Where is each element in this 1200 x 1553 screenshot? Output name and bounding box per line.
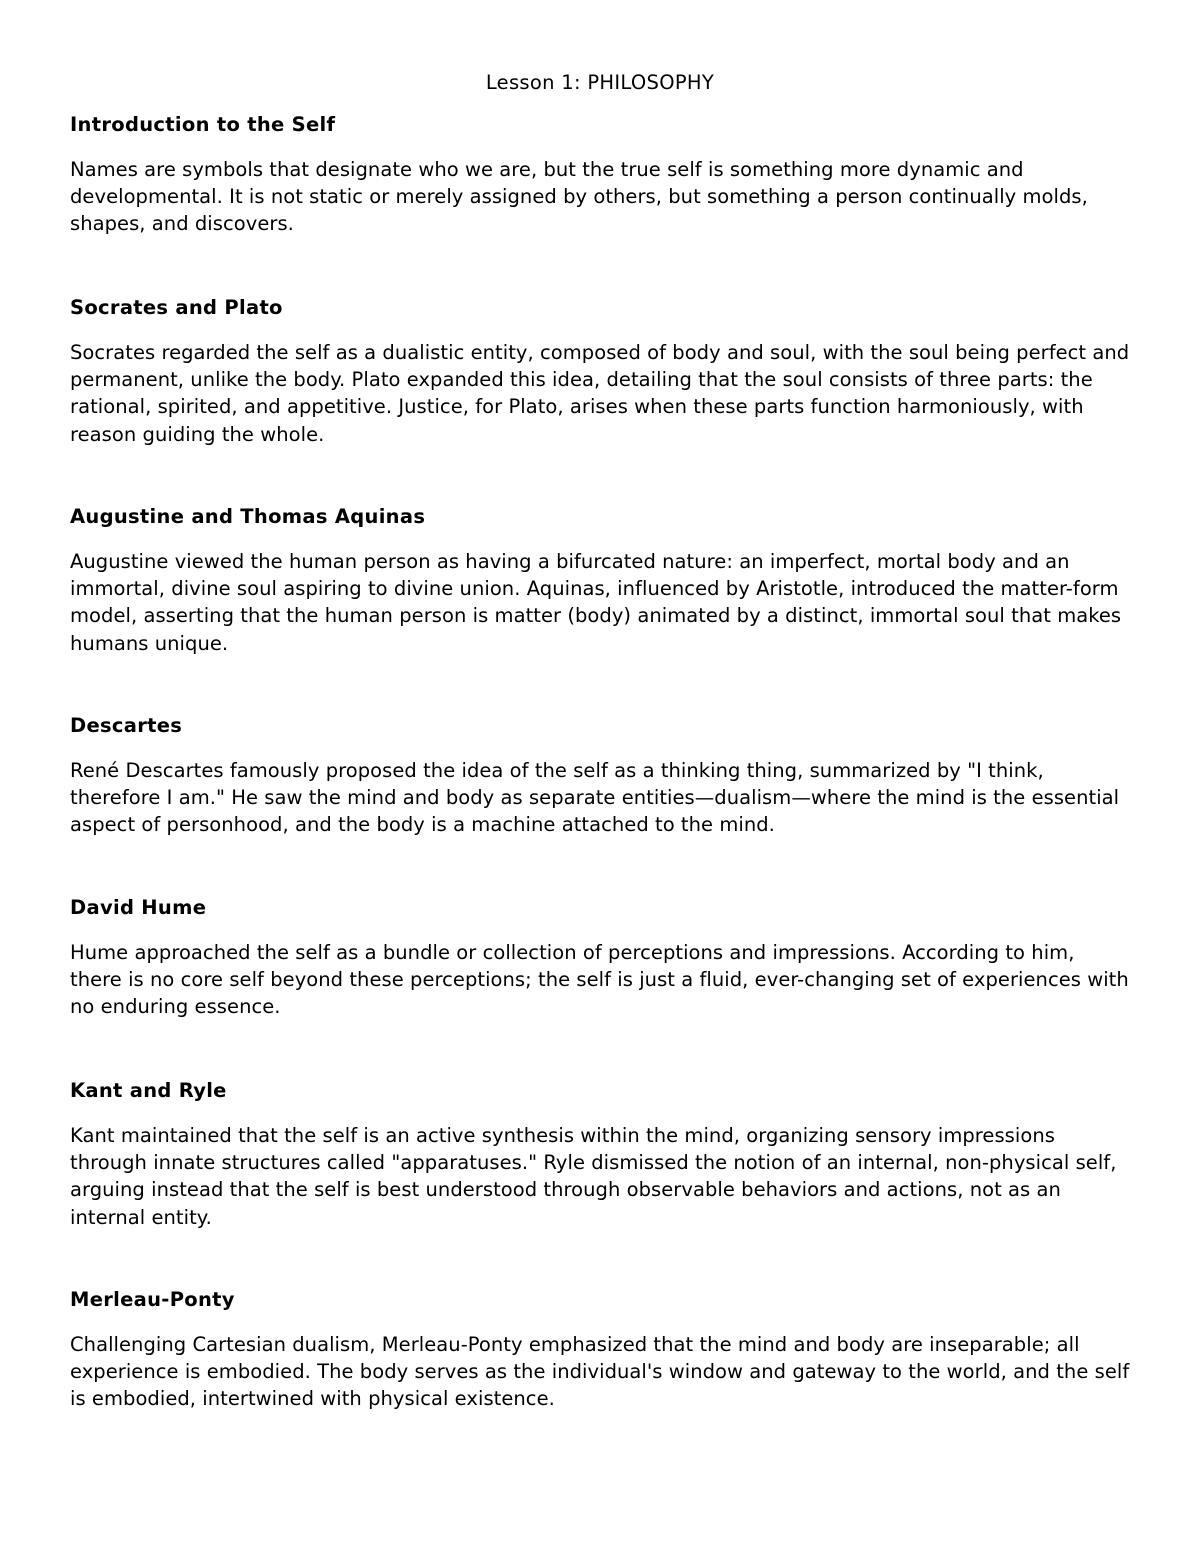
section-body: Challenging Cartesian dualism, Merleau-Ponty emphasized that the mind and body are inseparable; all experience is embodied. The body serves as the individual's window and gateway to the world, and the self is embodied, intertwined with physical existence. <box>70 1333 1130 1411</box>
section-heading: Introduction to the Self <box>70 113 336 136</box>
section-body: Kant maintained that the self is an active synthesis within the mind, organizing sensory impressions through innate structures called "apparatuses." Ryle dismissed the notion of an internal, non-physical self, arguing instead that the self is best understood through observable behaviors and actions, not as an internal entity. <box>70 1124 1117 1229</box>
section-body: Socrates regarded the self as a dualistic entity, composed of body and soul, with the soul being perfect and permanent, unlike the body. Plato expanded this idea, detailing that the soul consists of three parts: the rational, spirited, and appetitive. Justice, for Plato, arises when these parts function harmoniously, with reason guiding the whole. <box>70 341 1130 446</box>
section-descartes <box>70 714 1132 839</box>
section-david-hume <box>70 896 1132 1021</box>
page-title: Lesson 1: PHILOSOPHY <box>485 71 715 94</box>
section-heading: Descartes <box>70 714 183 737</box>
section-heading: Merleau-Ponty <box>70 1288 235 1311</box>
section-body: Augustine viewed the human person as having a bifurcated nature: an imperfect, mortal body and an immortal, divine soul aspiring to divine union. Aquinas, influenced by Aristotle, introduced the matter-form model, asserting that the human person is matter (body) animated by a distinct, immortal soul that makes humans unique. <box>70 550 1122 655</box>
section-introduction-to-the-self <box>70 113 1132 238</box>
section-heading: Augustine and Thomas Aquinas <box>70 505 426 528</box>
section-augustine-and-aquinas <box>70 505 1132 657</box>
section-heading: Kant and Ryle <box>70 1079 227 1102</box>
section-body: René Descartes famously proposed the idea of the self as a thinking thing, summarized by "I think, therefore I am." He saw the mind and body as separate entities—dualism—where the mind is the essential aspect of personhood, and the body is a machine attached to the mind. <box>70 759 1120 837</box>
section-heading: Socrates and Plato <box>70 296 283 319</box>
section-heading: David Hume <box>70 896 207 919</box>
section-kant-and-ryle <box>70 1079 1132 1231</box>
section-merleau-ponty <box>70 1288 1132 1413</box>
section-socrates-and-plato <box>70 296 1132 448</box>
section-body: Names are symbols that designate who we are, but the true self is something more dynamic and developmental. It is not static or merely assigned by others, but something a person continually molds, shapes, and discovers. <box>70 158 1088 236</box>
section-body: Hume approached the self as a bundle or collection of perceptions and impressions. According to him, there is no core self beyond these perceptions; the self is just a fluid, ever-changing set of experiences with no enduring essence. <box>70 941 1129 1019</box>
